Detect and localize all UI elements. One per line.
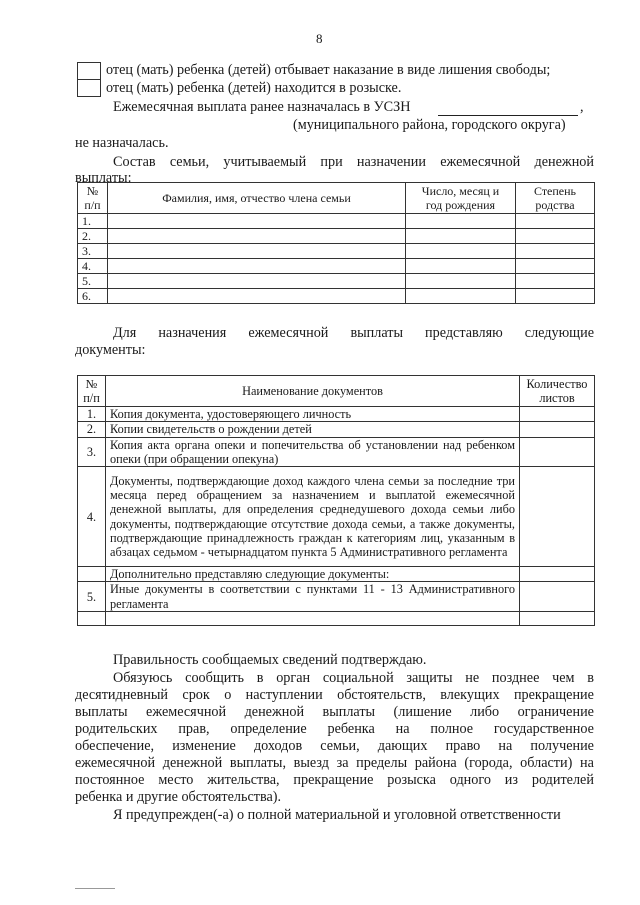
- document-row-num: [78, 567, 106, 582]
- word: одного: [449, 772, 491, 788]
- word: социальной: [322, 670, 394, 686]
- document-row-count-cell[interactable]: [520, 407, 595, 422]
- document-row: [78, 567, 595, 582]
- document-row-num: 2.: [78, 422, 106, 437]
- family-table-header: [78, 183, 595, 214]
- document-row-name: Копии свидетельств о рождении детей: [106, 422, 520, 437]
- col-birth-header: [406, 183, 516, 214]
- family-row-relation-cell[interactable]: [516, 274, 595, 289]
- word: срок: [182, 687, 210, 703]
- word: прав,: [178, 721, 210, 737]
- header-birth-line2: год рождения: [425, 198, 496, 212]
- option-imprisonment-text: отец (мать) ребенка (детей) отбывает наказание в виде лишения свободы;: [106, 62, 551, 78]
- word: ежемесячной: [248, 325, 329, 341]
- uszn-caption: (муниципального района, городского округа): [293, 117, 566, 133]
- family-row: [78, 259, 595, 274]
- document-row-count-cell[interactable]: [520, 582, 595, 612]
- word: полное: [430, 721, 474, 737]
- doc-header-count-line2: листов: [539, 391, 575, 405]
- word: выплаты: [75, 704, 128, 720]
- family-row: [78, 244, 595, 259]
- document-row-count-cell[interactable]: [520, 567, 595, 582]
- family-row-name-cell[interactable]: [108, 259, 406, 274]
- word: место: [158, 772, 194, 788]
- word: за: [336, 755, 349, 771]
- family-row-relation-cell[interactable]: [516, 229, 595, 244]
- word: (города,: [464, 755, 513, 771]
- doc-header-count-line1: Количество: [526, 376, 588, 391]
- family-row-num: 5.: [78, 274, 108, 289]
- family-row-name-cell[interactable]: [108, 229, 406, 244]
- word: выезд: [293, 755, 329, 771]
- word: обстоятельств,: [337, 687, 426, 703]
- word: доходов: [253, 738, 303, 754]
- word: получение: [530, 738, 594, 754]
- family-row: [78, 289, 595, 304]
- family-row: [78, 214, 595, 229]
- document-row: [78, 467, 595, 567]
- family-row-name-cell[interactable]: [108, 214, 406, 229]
- obligation-line: [75, 772, 594, 789]
- header-relation-line2: родства: [535, 198, 575, 212]
- document-row-num: 3.: [78, 437, 106, 467]
- confirm-text: Правильность сообщаемых сведений подтверждаю.: [113, 652, 427, 668]
- word: розыска: [387, 772, 436, 788]
- col-num-header: [78, 183, 108, 214]
- word: защиты: [406, 670, 453, 686]
- prev-payment-comma: ,: [580, 99, 584, 115]
- word: постоянное: [75, 772, 145, 788]
- family-row-birth-cell[interactable]: [406, 274, 516, 289]
- word: о: [224, 687, 232, 703]
- document-row: [78, 582, 595, 612]
- word: выплаты: [322, 704, 376, 720]
- family-row-relation-cell[interactable]: [516, 289, 595, 304]
- page-number: 8: [316, 31, 323, 46]
- word: изменение: [172, 738, 236, 754]
- word: семьи,: [320, 738, 360, 754]
- obligation-line: [75, 721, 594, 738]
- family-row-num: 4.: [78, 259, 108, 274]
- family-row-birth-cell[interactable]: [406, 229, 516, 244]
- word: ежемесячной: [440, 154, 521, 170]
- document-row-count-cell[interactable]: [520, 612, 595, 626]
- word: чем: [552, 670, 575, 686]
- word: либо: [470, 704, 500, 720]
- word: ежемесячной: [75, 755, 156, 771]
- word: обеспечение,: [75, 738, 155, 754]
- document-row-count-cell[interactable]: [520, 437, 595, 467]
- prev-payment-line: Ежемесячная выплата ранее назначалась в УСЗН: [113, 99, 411, 115]
- document-row-num: 5.: [78, 582, 106, 612]
- document-row-name: Иные документы в соответствии с пунктами 11 - 13 Административного регламента: [106, 582, 520, 612]
- document-row-num: 4.: [78, 467, 106, 567]
- document-row: [78, 407, 595, 422]
- word: государственное: [493, 721, 594, 737]
- document-row-count-cell[interactable]: [520, 422, 595, 437]
- doc-col-count-header: [520, 376, 595, 407]
- obligation-last-line: ребенка и другие обстоятельства).: [75, 789, 282, 805]
- word: денежной: [162, 755, 223, 771]
- family-intro-line1: [113, 154, 594, 171]
- col-name-header: Фамилия, имя, отчество члена семьи: [108, 183, 406, 214]
- word: орган: [276, 670, 311, 686]
- word: прекращение: [293, 772, 374, 788]
- word: следующие: [524, 325, 594, 341]
- family-row: [78, 229, 595, 244]
- doc-col-name-header: Наименование документов: [106, 376, 520, 407]
- family-row-birth-cell[interactable]: [406, 289, 516, 304]
- not-assigned-text: не назначалась.: [75, 135, 169, 151]
- document-row-name: Копия документа, удостоверяющего личность: [106, 407, 520, 422]
- word: семьи,: [169, 154, 210, 170]
- family-row-birth-cell[interactable]: [406, 214, 516, 229]
- documents-intro-line1: [113, 325, 594, 342]
- doc-col-num-header: [78, 376, 106, 407]
- document-row-count-cell[interactable]: [520, 467, 595, 567]
- word: право: [445, 738, 481, 754]
- obligation-line: [75, 687, 594, 704]
- header-num-line2: п/п: [84, 198, 101, 212]
- warning-text: Я предупрежден(-а) о полной материальной и уголовной ответственности: [113, 807, 561, 823]
- word: ежемесячной: [146, 704, 227, 720]
- family-row-name-cell[interactable]: [108, 274, 406, 289]
- word: денежной: [534, 154, 594, 170]
- word: в: [256, 670, 264, 686]
- word: из: [504, 772, 518, 788]
- family-row-num: 1.: [78, 214, 108, 229]
- header-num-line1: №: [86, 184, 99, 198]
- uszn-field[interactable]: [438, 101, 578, 116]
- family-row-relation-cell[interactable]: [516, 244, 595, 259]
- word: на: [395, 721, 410, 737]
- word: ограничение: [517, 704, 594, 720]
- checkbox-imprisonment[interactable]: [77, 62, 101, 80]
- word: Состав: [113, 154, 156, 170]
- document-row-num: 1.: [78, 407, 106, 422]
- word: назначения: [158, 325, 227, 341]
- obligation-line: [113, 670, 594, 687]
- word: назначении: [356, 154, 426, 170]
- family-row-birth-cell[interactable]: [406, 244, 516, 259]
- document-row: [78, 437, 595, 467]
- checkbox-wanted[interactable]: [77, 79, 101, 97]
- documents-intro-line2: документы:: [75, 342, 146, 358]
- family-table: [77, 182, 595, 304]
- family-row-relation-cell[interactable]: [516, 259, 595, 274]
- family-row-relation-cell[interactable]: [516, 214, 595, 229]
- obligation-line: [75, 738, 594, 755]
- word: (лишение: [393, 704, 452, 720]
- scan-mark: [75, 888, 115, 889]
- header-birth-line1: Число, месяц и: [421, 184, 500, 198]
- family-row-num: 2.: [78, 229, 108, 244]
- document-row-name: Документы, подтверждающие доход каждого члена семьи за последние три месяца перед обращением за назначением и выплатой ежемесячной денежной выплаты, для определения среднедушевого дохода семьи либо документы, подтверждающие отсутствие дохода семьи, а также документы, подтверждающие принадлежность граждан к категориям лиц, указанным в абзацах седьмом - четырнадцатом пункта 5 Административного регламента: [106, 467, 520, 567]
- family-row-num: 6.: [78, 289, 108, 304]
- word: при: [320, 154, 343, 170]
- col-relation-header: [516, 183, 595, 214]
- document-row-name: [106, 612, 520, 626]
- word: прекращение: [513, 687, 594, 703]
- word: представляю: [425, 325, 503, 341]
- documents-table-header: [78, 376, 595, 407]
- header-relation-line1: Степень: [533, 184, 577, 198]
- word: влекущих: [440, 687, 500, 703]
- word: позднее: [491, 670, 540, 686]
- word: учитываемый: [223, 154, 307, 170]
- family-row-name-cell[interactable]: [108, 244, 406, 259]
- word: пределы: [356, 755, 408, 771]
- document-row-num: [78, 612, 106, 626]
- word: ребенка: [327, 721, 375, 737]
- word: на: [498, 738, 513, 754]
- word: Обязуюсь: [113, 670, 173, 686]
- family-row-name-cell[interactable]: [108, 289, 406, 304]
- option-wanted-text: отец (мать) ребенка (детей) находится в розыске.: [106, 80, 402, 96]
- word: области): [520, 755, 573, 771]
- word: Для: [113, 325, 137, 341]
- obligation-line: [75, 704, 594, 721]
- word: денежной: [244, 704, 305, 720]
- word: определение: [230, 721, 307, 737]
- documents-table: [77, 375, 595, 626]
- doc-header-num-line1: №: [85, 376, 98, 391]
- doc-header-num-line2: п/п: [83, 391, 100, 405]
- word: не: [465, 670, 480, 686]
- document-row-name: Копия акта органа опеки и попечительства об установлении над ребенком опеки (при обращении опекуна): [106, 437, 520, 467]
- word: в: [587, 670, 594, 686]
- word: выплаты: [350, 325, 404, 341]
- word: выплаты,: [229, 755, 287, 771]
- document-row: [78, 422, 595, 437]
- word: дающих: [377, 738, 428, 754]
- family-intro-line2: выплаты:: [75, 170, 132, 186]
- word: на: [579, 755, 594, 771]
- family-row-birth-cell[interactable]: [406, 259, 516, 274]
- word: десятидневный: [75, 687, 169, 703]
- word: района: [414, 755, 457, 771]
- obligation-line: [75, 755, 594, 772]
- family-row-num: 3.: [78, 244, 108, 259]
- document-row-name: Дополнительно представляю следующие документы:: [106, 567, 520, 582]
- word: родительских: [75, 721, 158, 737]
- word: родителей: [531, 772, 594, 788]
- document-row: [78, 612, 595, 626]
- word: сообщить: [185, 670, 245, 686]
- word: наступлении: [245, 687, 323, 703]
- word: жительства,: [207, 772, 280, 788]
- family-row: [78, 274, 595, 289]
